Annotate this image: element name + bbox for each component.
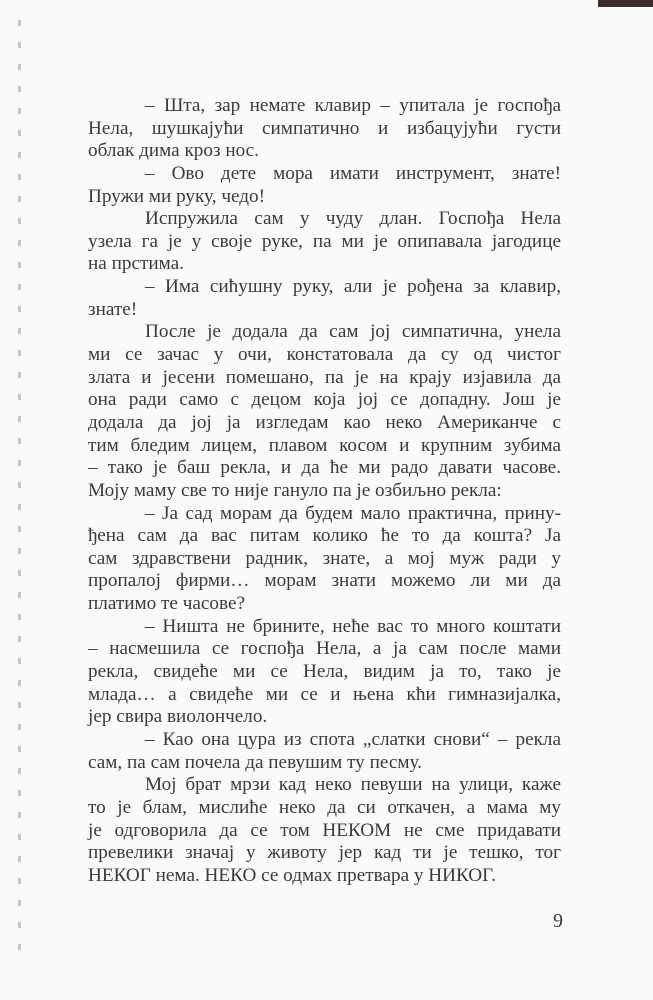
text-line: је одговорила да се том НЕКОМ не сме придавати [88,819,561,841]
text-line: ђена сам да вас питам колико ће то да кошта? Ја [88,525,561,547]
text-line: превелики значај у животу јер кад ти је тешко, тог [88,842,561,864]
text-line: сам здравствени радник, знате, а мој муж ради у [88,547,561,569]
text-line: – Ја сад морам да будем мало практична, прину- [145,502,561,524]
text-line: млада… а свидеће ми се и њена кћи гимназијалка, [88,683,561,705]
text-line: – Ово дете мора имати инструмент, знате! [145,162,561,184]
body-text [88,95,561,887]
text-line: Моју маму све то није гануло па је озбиљно рекла: [88,479,502,501]
page-corner-shadow [598,0,653,7]
text-line: Пружи ми руку, чедо! [88,185,265,207]
text-line: – Има сићушну руку, али је рођена за клавир, [145,276,561,298]
text-line: тим бледим лицем, плавом косом и крупним зубима [88,434,561,456]
text-line: НЕКОГ нема. НЕКО се одмах претвара у НИКОГ. [88,864,496,886]
text-line: то је блам, мислиће неко да си откачен, а мама му [88,796,561,818]
text-line: Нела, шушкајући симпатично и избацујући густи [88,117,561,139]
text-line: рекла, свидеће ми се Нела, видим ја то, тако је [88,661,561,683]
text-line: – Ништа не брините, неће вас то много коштати [145,615,561,637]
text-line: она ради само с децом која јој се допадну. Још је [88,389,561,411]
text-line: После је додала да сам јој симпатична, унела [145,321,561,343]
text-line: – Шта, зар немате клавир – упитала је госпођа [145,95,561,116]
text-line: – насмешила се госпођа Нела, а ја сам после мами [88,638,561,660]
text-line: додала да јој ја изгледам као неко Американче с [88,411,561,433]
text-line: – Као она цура из спота „слатки снови“ – рекла [145,728,561,750]
text-line: јер свира виолончело. [88,706,268,728]
binding-marks [18,20,21,960]
page-number: 9 [553,910,563,932]
text-line: злата и јесени помешано, па је на крају изјавила да [88,366,561,388]
text-line: сам, па сам почела да певушим ту песму. [88,751,422,773]
text-line: ми се зачас у очи, констатовала да су од чистог [88,344,561,366]
text-line: облак дима кроз нос. [88,140,259,162]
text-line: узела га је у своје руке, па ми је опипавала јагодице [88,230,561,252]
text-line: на прстима. [88,253,184,275]
text-line: Испружила сам у чуду длан. Госпођа Нела [145,208,561,230]
text-line: Мој брат мрзи кад неко певуши на улици, каже [145,774,561,796]
text-line: знате! [88,298,138,320]
text-line: пропалој фирми… морам знати можемо ли ми да [88,570,561,592]
text-line: – тако је баш рекла, и да ће ми радо давати часове. [88,457,561,479]
text-line: платимо те часове? [88,593,246,615]
